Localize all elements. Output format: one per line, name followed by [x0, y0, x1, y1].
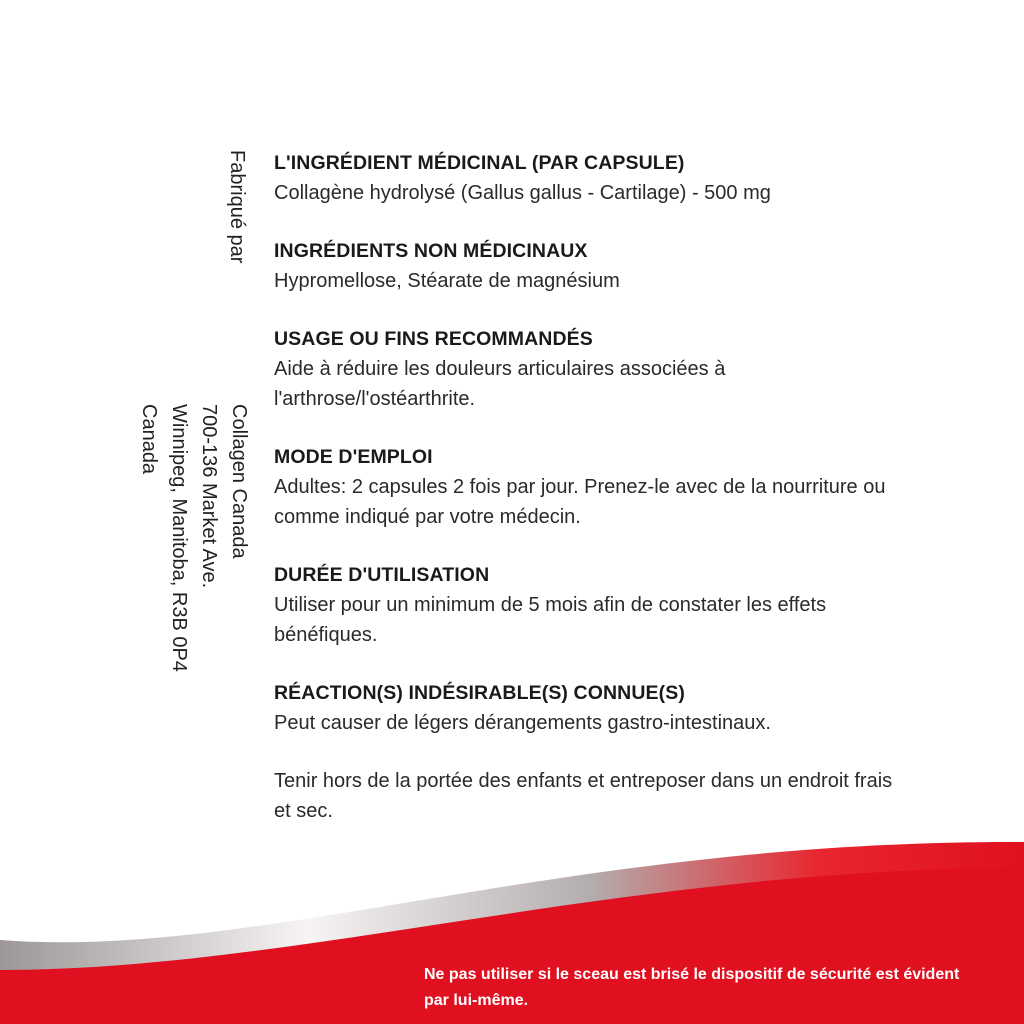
- section-heading: MODE D'EMPLOI: [274, 446, 433, 468]
- storage-note: [274, 766, 914, 826]
- made-by-label: Fabriqué par: [226, 150, 248, 264]
- manufacturer-address: [134, 404, 254, 672]
- section-directions: [274, 442, 914, 532]
- storage-note-text: Tenir hors de la portée des enfants et entreposer dans un endroit frais et sec.: [274, 770, 893, 822]
- section-heading: L'INGRÉDIENT MÉDICINAL (PAR CAPSULE): [274, 152, 685, 174]
- section-body: Adultes: 2 capsules 2 fois par jour. Prenez-le avec de la nourriture ou comme indiqué par votre médecin.: [274, 476, 886, 528]
- section-heading: INGRÉDIENTS NON MÉDICINAUX: [274, 240, 588, 262]
- label-content: [274, 148, 914, 854]
- section-body: Aide à réduire les douleurs articulaires associées à l'arthrose/l'ostéarthrite.: [274, 358, 726, 410]
- section-body: Hypromellose, Stéarate de magnésium: [274, 270, 620, 292]
- section-adverse-reactions: [274, 678, 914, 738]
- section-recommended-use: [274, 324, 914, 414]
- section-body: Utiliser pour un minimum de 5 mois afin de constater les effets bénéfiques.: [274, 594, 827, 646]
- section-non-medicinal-ingredients: [274, 236, 914, 296]
- section-body: Peut causer de légers dérangements gastro-intestinaux.: [274, 712, 771, 734]
- address-line-company: Collagen Canada: [228, 404, 250, 559]
- address-line-street: 700-136 Market Ave.: [198, 404, 220, 589]
- section-heading: USAGE OU FINS RECOMMANDÉS: [274, 328, 593, 350]
- address-line-country: Canada: [138, 404, 160, 475]
- section-heading: DURÉE D'UTILISATION: [274, 564, 490, 586]
- address-line-city: Winnipeg, Manitoba, R3B 0P4: [168, 404, 190, 672]
- section-medicinal-ingredient: [274, 148, 914, 208]
- footer-warning: Ne pas utiliser si le sceau est brisé le dispositif de sécurité est évident par lui-même.: [424, 966, 960, 1009]
- section-duration: [274, 560, 914, 650]
- section-body: Collagène hydrolysé (Gallus gallus - Cartilage) - 500 mg: [274, 182, 771, 204]
- section-heading: RÉACTION(S) INDÉSIRABLE(S) CONNUE(S): [274, 682, 685, 704]
